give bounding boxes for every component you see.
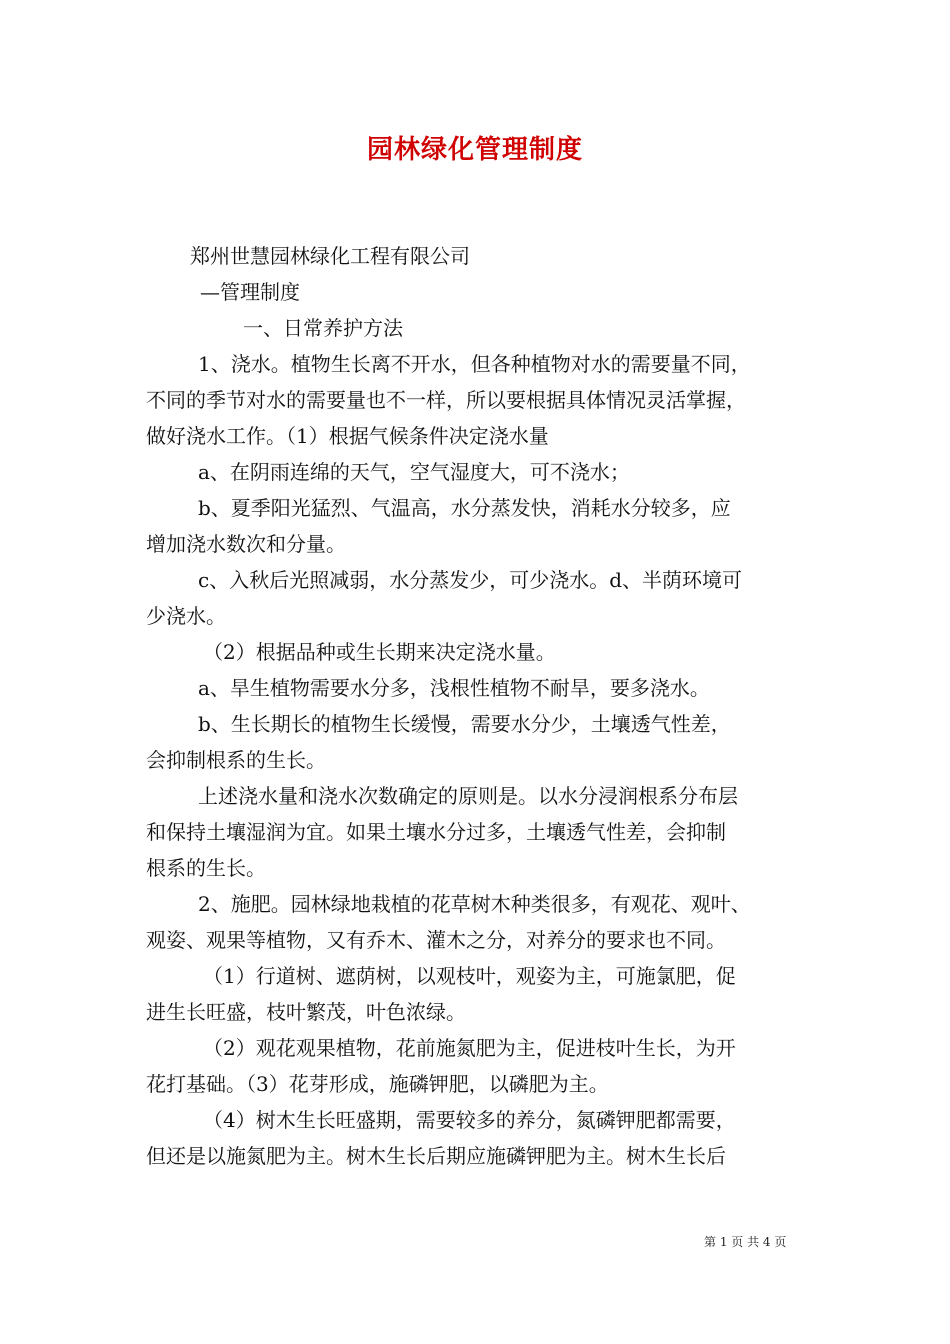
company-line: 郑州世慧园林绿化工程有限公司 [190,244,470,268]
section-heading: 一、日常养护方法 [243,316,403,340]
paragraph-line: 做好浇水工作。（1）根据气候条件决定浇水量 [146,424,549,448]
paragraph-line: 少浇水。 [146,604,226,628]
paragraph-line: 根系的生长。 [146,856,266,880]
paragraph-line: b、生长期长的植物生长缓慢，需要水分少，土壤透气性差， [198,712,731,736]
paragraph-line: 增加浇水数次和分量。 [146,532,346,556]
page-number: 第 1 页 共 4 页 [704,1235,787,1249]
paragraph-line: a、旱生植物需要水分多，浅根性植物不耐旱，要多浇水。 [198,676,710,700]
paragraph-line: 2、施肥。园林绿地栽植的花草树木种类很多，有观花、观叶、 [198,892,751,916]
paragraph-line: a、在阴雨连绵的天气，空气湿度大，可不浇水； [198,460,630,484]
paragraph-line: 上述浇水量和浇水次数确定的原则是。以水分浸润根系分布层 [198,784,738,808]
paragraph-line: 花打基础。（3）花芽形成，施磷钾肥，以磷肥为主。 [146,1072,609,1096]
paragraph-line: 和保持土壤湿润为宜。如果土壤水分过多，土壤透气性差，会抑制 [146,820,726,844]
paragraph-line: 不同的季节对水的需要量也不一样，所以要根据具体情况灵活掌握， [146,388,746,412]
paragraph-line: b、夏季阳光猛烈、气温高，水分蒸发快，消耗水分较多，应 [198,496,731,520]
paragraph-line: （2）根据品种或生长期来决定浇水量。 [203,640,556,664]
paragraph-line: 观姿、观果等植物，又有乔木、灌木之分，对养分的要求也不同。 [146,928,726,952]
paragraph-line: c、入秋后光照减弱，水分蒸发少，可少浇水。d、半荫环境可 [198,568,743,592]
paragraph-line: 会抑制根系的生长。 [146,748,326,772]
paragraph-line: （2）观花观果植物，花前施氮肥为主，促进枝叶生长，为开 [203,1036,736,1060]
paragraph-line: （1）行道树、遮荫树，以观枝叶，观姿为主，可施氯肥，促 [203,964,736,988]
subtitle-line: —管理制度 [200,280,300,304]
paragraph-line: 进生长旺盛，枝叶繁茂，叶色浓绿。 [146,1000,466,1024]
paragraph-line: 1、浇水。植物生长离不开水，但各种植物对水的需要量不同， [198,352,751,376]
paragraph-line: （4）树木生长旺盛期，需要较多的养分，氮磷钾肥都需要， [203,1108,736,1132]
document-title: 园林绿化管理制度 [366,135,583,165]
paragraph-line: 但还是以施氮肥为主。树木生长后期应施磷钾肥为主。树木生长后 [146,1144,726,1168]
